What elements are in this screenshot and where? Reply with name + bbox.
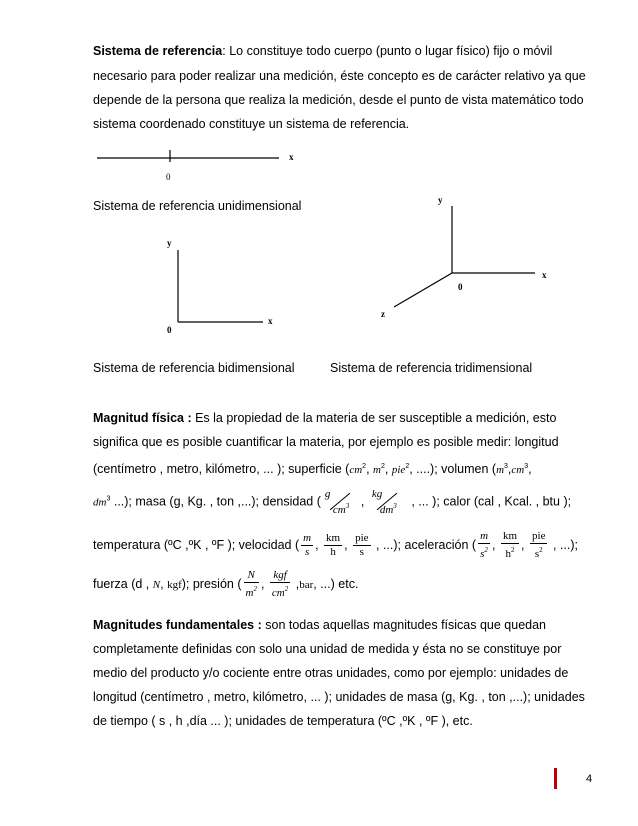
accel-km-per-h2: $\frac{km}{h^2}$ [502, 530, 518, 560]
uni-origin-label: 0 [166, 172, 171, 182]
sistema-line-3: depende de la persona que realiza la medición, desde el punto de vista matemático todo [93, 93, 584, 107]
fundamentales-line-5: de tiempo ( s , h ,día ... ); unidades de temperatura (ºC ,ºK , ºF ), etc. [93, 714, 473, 728]
sistema-title: Sistema de referencia [93, 44, 223, 58]
magnitud-line-1: Magnitud física : Es la propiedad de la materia de ser susceptible a medición, esto [93, 411, 557, 425]
caption-bidimensional: Sistema de referencia bidimensional [93, 361, 295, 375]
fundamentales-line-3: medio del producto y/o cociente entre otras unidades, como por ejemplo: unidades de [93, 666, 569, 680]
magnitud-line-6: fuerza (d , N, kgf); presión ( $\frac{N}{m^2}$ , $\frac{\text{kgf}}{cm^2}$ ,bar, ...) etc. [93, 569, 359, 599]
velocity-m-per-s: $\frac{m}{s}$ [303, 532, 312, 558]
velocity-pie-per-s: $\frac{\text{pie}}{s}$ [355, 532, 369, 558]
sistema-line-1: Sistema de referencia: Lo constituye todo cuerpo (punto o lugar físico) fijo o móvil [93, 44, 553, 58]
fundamentales-line-2: completamente definidas con solo una unidad de medida y ésta no se constituye por [93, 642, 562, 656]
tri-x-label: x [542, 270, 547, 280]
fundamentales-line-4: longitud (centímetro , metro, kilómetro, ... ); unidades de masa (g, Kg. , ton ,...); unidades [93, 690, 585, 704]
magnitud-line-2: significa que es posible cuantificar la materia, por ejemplo es posible medir: longitud [93, 435, 559, 449]
magnitud-title: Magnitud física : [93, 411, 192, 425]
magnitud-line-4: $dm^3$ ...); masa (g, Kg. , ton ,...); densidad ( g $cm^3$ , kg $dm^3$ , ... ); calor (cal , Kcal. , btu ); [93, 488, 572, 516]
sistema-line-2: necesario para poder realizar una medición, éste concepto es de carácter relativo ya que [93, 69, 586, 83]
velocity-km-per-h: $\frac{km}{h}$ [326, 532, 341, 558]
bi-x-label: x [268, 316, 273, 326]
page-accent-bar [554, 768, 557, 789]
fundamentales-line-1: Magnitudes fundamentales : son todas aquellas magnitudes físicas que quedan [93, 618, 547, 632]
sistema-line-4: sistema coordenado constituye un sistema de referencia. [93, 117, 410, 131]
tri-z-label: z [381, 309, 385, 319]
tri-z-axis [394, 273, 452, 307]
density-g-per-cm3: g $cm^3$ [324, 488, 350, 516]
accel-pie-per-s2: $\frac{\text{pie}}{s^2}$ [532, 530, 546, 560]
magnitud-line-5: temperatura (ºC ,ºK , ºF ); velocidad ( $\frac{m}{s}$ , $\frac{km}{h}$ , $\frac{\text{pie}}{s}$ , ...); aceleración ( $\frac{m}{s^2}$ , $\frac{km}{h^2}$ , $\frac{\text{pie}}{s^2}$ , ...); [93, 530, 578, 560]
magnitud-line-3: (centímetro , metro, kilómetro, ... ); superficie ($cm^2$, $m^2$, pie$^2$, ....); volumen ($m^3,cm^3$, [93, 462, 532, 476]
density-kg-per-dm3: kg $dm^3$ [371, 488, 397, 516]
fundamentales-title: Magnitudes fundamentales : [93, 618, 262, 632]
bi-origin-label: 0 [167, 325, 172, 335]
pressure-N-per-m2: $\frac{N}{m^2}$ [245, 569, 257, 599]
caption-tridimensional: Sistema de referencia tridimensional [330, 361, 533, 375]
accel-m-per-s2: $\frac{m}{s^2}$ [480, 530, 489, 560]
tri-y-label: y [438, 195, 443, 205]
uni-x-label: x [289, 152, 294, 162]
caption-unidimensional: Sistema de referencia unidimensional [93, 199, 302, 213]
page-number: 4 [586, 773, 593, 785]
tri-origin-label: 0 [458, 282, 463, 292]
bi-y-label: y [167, 238, 172, 248]
pressure-kgf-per-cm2: $\frac{\text{kgf}}{cm^2}$ [271, 569, 289, 599]
